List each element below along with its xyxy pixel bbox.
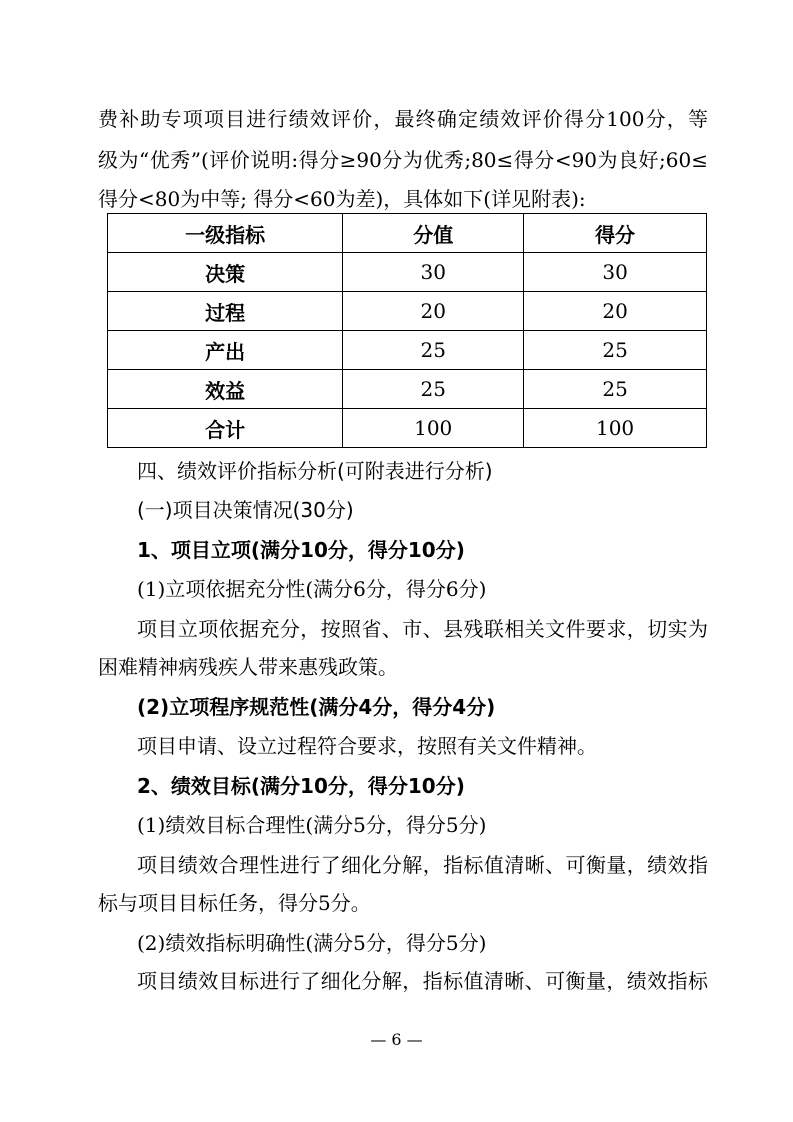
item-heading-1: 1、项目立项(满分10分，得分10分) xyxy=(137,538,465,562)
table-row xyxy=(108,253,707,292)
intro-line-1: 费补助专项项目进行绩效评价，最终确定绩效评价得分100分，等 xyxy=(98,107,708,131)
row-max-score: 25 xyxy=(343,331,524,370)
row-indicator: 产出 xyxy=(108,331,343,370)
score-table xyxy=(107,213,707,448)
table-header-row xyxy=(108,214,707,253)
total-score: 100 xyxy=(524,409,707,448)
paragraph-3-line-1: 项目绩效合理性进行了细化分解，指标值清晰、可衡量，绩效指 xyxy=(137,853,708,877)
row-max-score: 30 xyxy=(343,253,524,292)
row-indicator: 决策 xyxy=(108,253,343,292)
header-max-score: 分值 xyxy=(343,214,524,253)
table-row xyxy=(108,331,707,370)
item-heading-2: 2、绩效目标(满分10分，得分10分) xyxy=(137,774,465,798)
paragraph-2: 项目申请、设立过程符合要求，按照有关文件精神。 xyxy=(137,734,597,758)
row-score: 25 xyxy=(524,331,707,370)
row-max-score: 25 xyxy=(343,370,524,409)
item-heading-2-1: (1)绩效目标合理性(满分5分，得分5分) xyxy=(137,813,487,837)
table-total-row xyxy=(108,409,707,448)
paragraph-4-line-1: 项目绩效目标进行了细化分解，指标值清晰、可衡量，绩效指标 xyxy=(137,969,708,993)
subsection-heading-1: (一)项目决策情况(30分) xyxy=(137,498,354,522)
item-heading-1-2: (2)立项程序规范性(满分4分，得分4分) xyxy=(137,695,496,719)
paragraph-3-line-2: 标与项目目标任务，得分5分。 xyxy=(98,891,371,915)
header-indicator: 一级指标 xyxy=(108,214,343,253)
row-max-score: 20 xyxy=(343,292,524,331)
row-indicator: 效益 xyxy=(108,370,343,409)
header-score: 得分 xyxy=(524,214,707,253)
row-score: 20 xyxy=(524,292,707,331)
page-number: — 6 — xyxy=(370,1030,423,1049)
section-heading-4: 四、绩效评价指标分析(可附表进行分析) xyxy=(137,459,493,483)
item-heading-1-1: (1)立项依据充分性(满分6分，得分6分) xyxy=(137,577,487,601)
total-label: 合计 xyxy=(108,409,343,448)
table-row xyxy=(108,292,707,331)
paragraph-1-line-1: 项目立项依据充分，按照省、市、县残联相关文件要求，切实为 xyxy=(137,617,708,641)
table-row xyxy=(108,370,707,409)
intro-line-2: 级为“优秀”(评价说明:得分≥90分为优秀;80≤得分<90为良好;60≤ xyxy=(98,148,708,172)
total-max-score: 100 xyxy=(343,409,524,448)
intro-line-3: 得分<80为中等; 得分<60为差)，具体如下(详见附表): xyxy=(98,187,586,211)
paragraph-1-line-2: 困难精神病残疾人带来惠残政策。 xyxy=(98,655,398,679)
row-indicator: 过程 xyxy=(108,292,343,331)
row-score: 25 xyxy=(524,370,707,409)
item-heading-2-2: (2)绩效指标明确性(满分5分，得分5分) xyxy=(137,931,487,955)
row-score: 30 xyxy=(524,253,707,292)
